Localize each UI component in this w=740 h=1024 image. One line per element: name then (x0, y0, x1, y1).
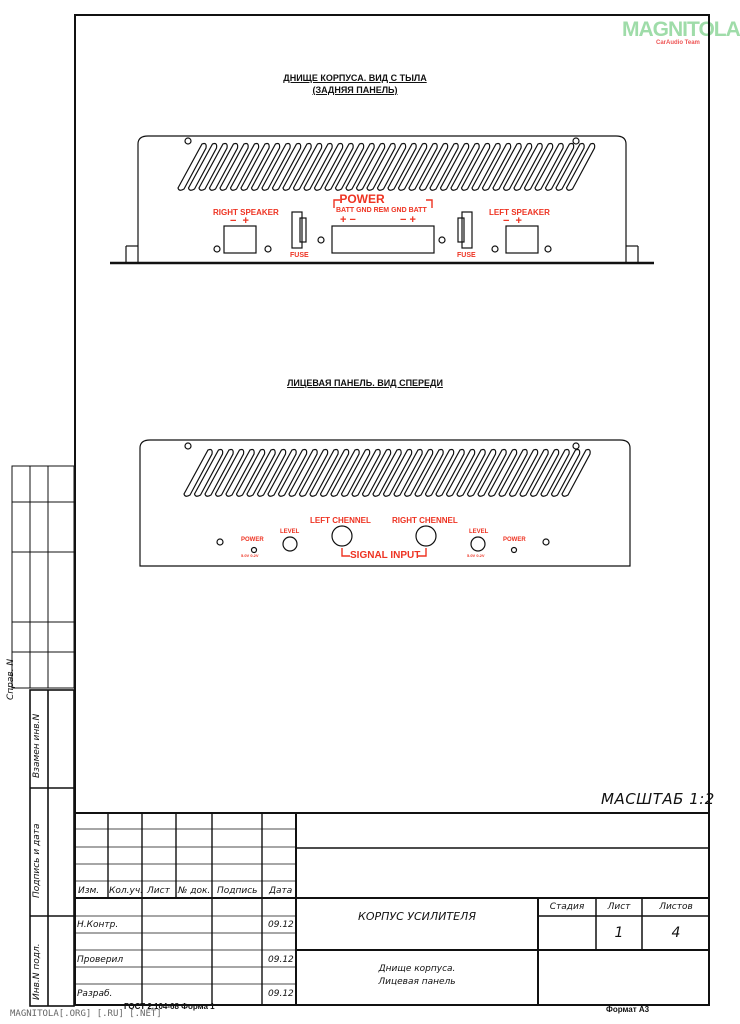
fuse-label-left: FUSE (290, 252, 309, 259)
right-speaker-label: RIGHT SPEAKER (213, 208, 279, 217)
watermark-footer: MAGNITOLA[.ORG] [.RU] [.NET] (10, 1009, 162, 1019)
right-channel-label: RIGHT CHENNEL (392, 516, 458, 525)
rear-terminal-signs-right: − + (400, 214, 416, 226)
vent-slot (552, 450, 580, 497)
side-stamp-extra: Справ. N (6, 658, 16, 700)
doc-subtitle-1: Днище корпуса. (378, 964, 456, 974)
level-left: LEVEL (280, 529, 300, 535)
side-stamp-podpis: Подпись и дата (32, 823, 42, 898)
sheets-label: Листов (659, 902, 693, 912)
row-date-razrab: 09.12 (268, 989, 294, 999)
fuse-label-right: FUSE (457, 252, 476, 259)
vent-slot (556, 144, 584, 191)
side-stamp-grid (12, 466, 76, 1008)
rear-view-subtitle: (ЗАДНЯЯ ПАНЕЛЬ) (312, 85, 398, 95)
scale-label: МАСШТАБ 1:2 (601, 790, 715, 808)
vent-slot (562, 450, 590, 497)
header-doc-no: № док. (178, 886, 211, 896)
volt-labels-left: 5.0V 0.2V (241, 553, 259, 558)
header-data: Дата (269, 886, 293, 896)
format-label: Формат А3 (606, 1005, 650, 1014)
side-stamp-vzamen: Взамен инв.N (32, 713, 42, 778)
row-role-nkontr: Н.Контр. (77, 920, 119, 930)
watermark-brand: MAGNITOLA (622, 18, 740, 41)
sheets-count: 4 (671, 925, 681, 941)
gost-label: ГОСТ 2.104-68 Форма 1 (124, 1002, 215, 1011)
header-izm: Изм. (78, 886, 100, 896)
left-channel-label: LEFT CHENNEL (310, 516, 371, 525)
right-speaker-signs: − + (230, 215, 249, 227)
row-role-razrab: Разраб. (77, 989, 113, 999)
vent-slot (567, 144, 595, 191)
rear-terminals-label: BATT GND REM GND BATT (336, 207, 427, 214)
stage-label: Стадия (549, 902, 585, 912)
level-right: LEVEL (469, 529, 489, 535)
rear-view-title: ДНИЩЕ КОРПУСА. ВИД С ТЫЛА (283, 73, 427, 83)
row-role-proveril: Проверил (77, 955, 124, 965)
header-podpis: Подпись (217, 886, 258, 896)
front-power-left: POWER (241, 537, 264, 543)
header-kol-uch: Кол.уч. (109, 886, 144, 896)
row-date-proveril: 09.12 (268, 955, 294, 965)
watermark-team: CarAudio Team (656, 40, 700, 46)
row-date-nkontr: 09.12 (268, 920, 294, 930)
sheet-number: 1 (614, 925, 624, 941)
header-list: Лист (147, 886, 170, 896)
front-power-right: POWER (503, 537, 526, 543)
sheet-label: Лист (607, 902, 631, 912)
doc-title: КОРПУС УСИЛИТЕЛЯ (358, 910, 476, 923)
signal-input-label: SIGNAL INPUT (350, 550, 421, 561)
left-speaker-label: LEFT SPEAKER (489, 208, 550, 217)
rear-terminal-signs-left: + − (340, 214, 356, 226)
doc-subtitle-2: Лицевая панель (378, 977, 456, 987)
left-speaker-signs: − + (503, 215, 522, 227)
volt-labels-right: 5.0V 0.2V (467, 553, 485, 558)
rear-power-label: POWER (339, 192, 385, 206)
front-view-title: ЛИЦЕВАЯ ПАНЕЛЬ. ВИД СПЕРЕДИ (287, 378, 443, 388)
side-stamp-inv-podl: Инв.N подл. (32, 943, 42, 1000)
